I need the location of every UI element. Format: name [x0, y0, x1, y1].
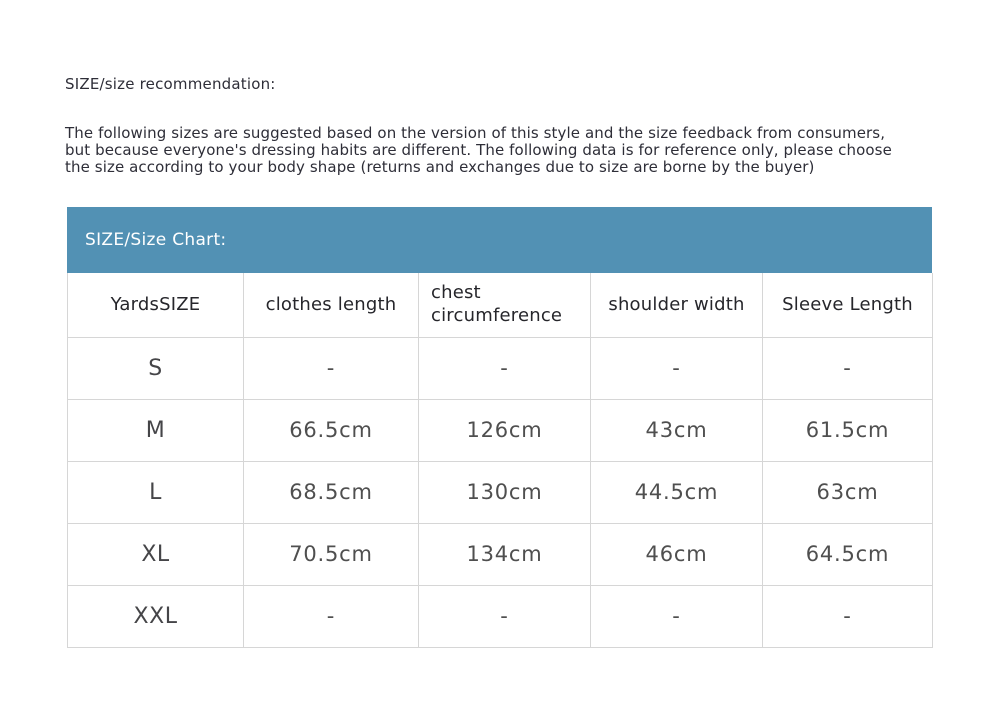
- chest-circumference-value: 130cm: [419, 461, 591, 523]
- shoulder-width-value: 43cm: [591, 399, 763, 461]
- column-header-clothes-length: clothes length: [244, 273, 419, 337]
- header-row: [68, 273, 933, 337]
- intro-paragraph: [65, 125, 892, 176]
- clothes-length-value: 68.5cm: [244, 461, 419, 523]
- table-row-xxl: [68, 585, 933, 647]
- column-header-sleeve-length: Sleeve Length: [763, 273, 933, 337]
- size-label: L: [68, 461, 244, 523]
- table-row-s: [68, 337, 933, 399]
- column-header-chest-circumference: chest circumference: [419, 273, 591, 337]
- column-header-shoulder-width: shoulder width: [591, 273, 763, 337]
- size-chart-section: [67, 207, 932, 648]
- chest-circumference-value: -: [419, 337, 591, 399]
- chest-circumference-value: -: [419, 585, 591, 647]
- size-label: M: [68, 399, 244, 461]
- clothes-length-value: -: [244, 585, 419, 647]
- size-chart-title: SIZE/Size Chart:: [85, 230, 227, 250]
- size-chart-title-bar: [67, 207, 932, 273]
- shoulder-width-value: 46cm: [591, 523, 763, 585]
- intro-line-1: The following sizes are suggested based on the version of this style and the size feedback from consumers,: [65, 124, 886, 142]
- table-row-m: [68, 399, 933, 461]
- chest-circumference-value: 134cm: [419, 523, 591, 585]
- size-chart-table: [67, 273, 933, 648]
- chest-circumference-value: 126cm: [419, 399, 591, 461]
- size-label: XL: [68, 523, 244, 585]
- clothes-length-value: 70.5cm: [244, 523, 419, 585]
- sleeve-length-value: -: [763, 337, 933, 399]
- shoulder-width-value: -: [591, 585, 763, 647]
- sleeve-length-value: -: [763, 585, 933, 647]
- clothes-length-value: -: [244, 337, 419, 399]
- intro-line-3: the size according to your body shape (returns and exchanges due to size are borne by the buyer): [65, 158, 815, 176]
- shoulder-width-value: 44.5cm: [591, 461, 763, 523]
- column-header-yards-size: YardsSIZE: [68, 273, 244, 337]
- table-row-l: [68, 461, 933, 523]
- shoulder-width-value: -: [591, 337, 763, 399]
- intro-line-2: but because everyone's dressing habits are different. The following data is for reference only, please choose: [65, 141, 892, 159]
- clothes-length-value: 66.5cm: [244, 399, 419, 461]
- size-label: S: [68, 337, 244, 399]
- size-label: XXL: [68, 585, 244, 647]
- sleeve-length-value: 63cm: [763, 461, 933, 523]
- sleeve-length-value: 61.5cm: [763, 399, 933, 461]
- table-row-xl: [68, 523, 933, 585]
- page-title: SIZE/size recommendation:: [65, 75, 276, 93]
- sleeve-length-value: 64.5cm: [763, 523, 933, 585]
